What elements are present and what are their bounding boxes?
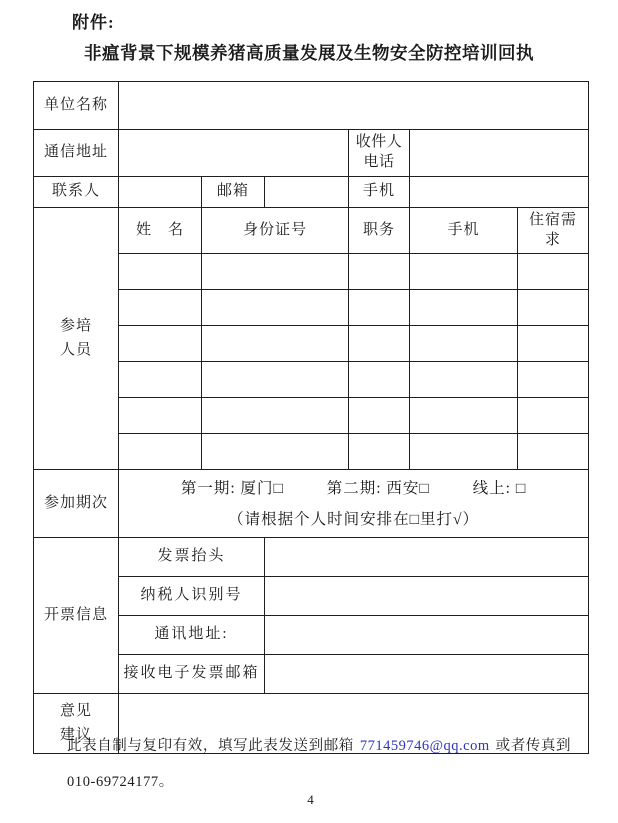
invoice-taxid-label: 纳税人识别号 xyxy=(119,577,265,616)
participant-name-cell xyxy=(119,254,202,290)
session-option-xiamen: 第一期: 厦门□ xyxy=(180,479,284,497)
participant-lodging-cell xyxy=(518,398,589,434)
session-options-cell xyxy=(119,470,589,538)
mail-address-label: 通信地址 xyxy=(34,130,119,177)
email-link[interactable]: 771459746@qq.com xyxy=(359,738,490,754)
attachment-label: 附件: xyxy=(72,13,115,32)
footer-line1 xyxy=(67,728,572,764)
participant-name-cell xyxy=(119,290,202,326)
participant-name-cell xyxy=(119,326,202,362)
footer-line1-after: 或者传真到 xyxy=(495,738,572,754)
invoice-address-label: 通讯地址: xyxy=(119,616,265,655)
participant-title-cell xyxy=(349,254,410,290)
participant-title-cell xyxy=(349,326,410,362)
session-row xyxy=(34,470,589,538)
contact-row xyxy=(34,177,589,208)
participant-lodging-cell xyxy=(518,254,589,290)
participant-name-cell xyxy=(119,398,202,434)
participant-mobile-cell xyxy=(410,398,518,434)
participant-mobile-cell xyxy=(410,290,518,326)
page-number: 4 xyxy=(307,792,314,807)
participant-id-cell xyxy=(202,362,349,398)
participant-id-cell xyxy=(202,290,349,326)
footer-note xyxy=(67,728,572,800)
session-option-xian: 第二期: 西安□ xyxy=(326,479,430,497)
contact-mobile-label: 手机 xyxy=(349,177,410,208)
page-title: 非瘟背景下规模养猪高质量发展及生物安全防控培训回执 xyxy=(84,43,534,63)
participant-title-cell xyxy=(349,362,410,398)
participant-id-cell xyxy=(202,326,349,362)
participant-lodging-cell xyxy=(518,362,589,398)
contact-email-value-cell xyxy=(265,177,349,208)
participant-name-cell xyxy=(119,434,202,470)
participant-id-cell xyxy=(202,398,349,434)
contact-email-label: 邮箱 xyxy=(202,177,265,208)
contact-label: 联系人 xyxy=(34,177,119,208)
participants-col-lodging: 住宿需求 xyxy=(518,208,589,254)
feedback-label: 意见建议 xyxy=(34,694,119,754)
session-options xyxy=(122,478,585,500)
session-option-online: 线上: □ xyxy=(472,479,527,497)
mail-address-value-cell xyxy=(119,130,349,177)
mail-address-row xyxy=(34,130,589,177)
session-note: （请根据个人时间安排在□里打√） xyxy=(228,511,479,528)
participant-mobile-cell xyxy=(410,434,518,470)
participant-title-cell xyxy=(349,290,410,326)
invoice-row-title xyxy=(34,538,589,577)
participant-title-cell xyxy=(349,434,410,470)
invoice-taxid-value-cell xyxy=(265,577,589,616)
contact-mobile-value-cell xyxy=(410,177,589,208)
contact-value-cell xyxy=(119,177,202,208)
recipient-phone-value-cell xyxy=(410,130,589,177)
footer-line2-fax: 010-69724177。 xyxy=(67,774,174,790)
participant-lodging-cell xyxy=(518,434,589,470)
invoice-email-label: 接收电子发票邮箱 xyxy=(119,655,265,694)
participant-mobile-cell xyxy=(410,362,518,398)
participant-lodging-cell xyxy=(518,290,589,326)
unit-name-value-cell xyxy=(119,82,589,130)
session-label: 参加期次 xyxy=(34,470,119,538)
participants-label: 参培人员 xyxy=(34,208,119,470)
participants-col-title: 职务 xyxy=(349,208,410,254)
participant-name-cell xyxy=(119,362,202,398)
participant-lodging-cell xyxy=(518,326,589,362)
participants-col-name: 姓 名 xyxy=(119,208,202,254)
invoice-label: 开票信息 xyxy=(34,538,119,694)
invoice-header-label: 发票抬头 xyxy=(119,538,265,577)
unit-name-label: 单位名称 xyxy=(34,82,119,130)
invoice-email-value-cell xyxy=(265,655,589,694)
participant-mobile-cell xyxy=(410,326,518,362)
participants-header-row xyxy=(34,208,589,254)
participants-col-mobile: 手机 xyxy=(410,208,518,254)
recipient-phone-label: 收件人电话 xyxy=(349,130,410,177)
registration-form-table xyxy=(33,81,589,754)
participants-col-id: 身份证号 xyxy=(202,208,349,254)
invoice-address-value-cell xyxy=(265,616,589,655)
unit-name-row xyxy=(34,82,589,130)
invoice-header-value-cell xyxy=(265,538,589,577)
participant-id-cell xyxy=(202,254,349,290)
footer-line1-before: 此表自制与复印有效，填写此表发送到邮箱 xyxy=(67,738,354,754)
participant-id-cell xyxy=(202,434,349,470)
participant-mobile-cell xyxy=(410,254,518,290)
participant-title-cell xyxy=(349,398,410,434)
